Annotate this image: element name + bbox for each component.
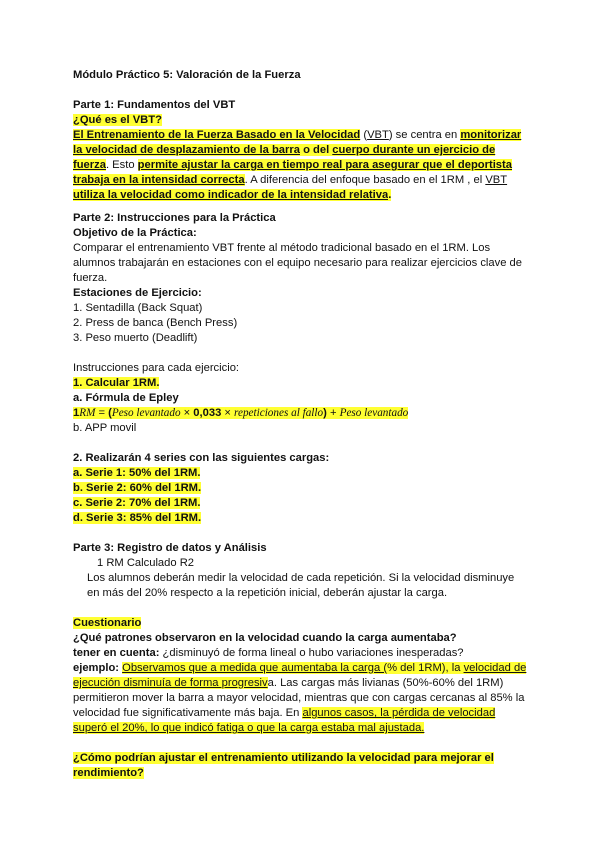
series-line	[73, 496, 528, 511]
monitor-phrase: monitorizar la velocidad de desplazamiento de la	[73, 129, 522, 156]
step1-heading: 1. Calcular 1RM.	[73, 377, 160, 389]
example-highlight: , la	[445, 662, 464, 674]
barra-word: barra	[271, 144, 300, 156]
example-highlight: algunos casos, la pérdida de velocidad superó el 20%, lo que indicó fatiga o que la carga estaba mal ajustada.	[73, 707, 496, 734]
formula-reps: repeticiones al fallo	[234, 407, 324, 419]
example-label: ejemplo:	[73, 662, 120, 674]
quiz-question-2: ¿Cómo podrían ajustar el entrenamiento utilizando la velocidad para mejorar el rendimiento?	[73, 752, 494, 779]
formula-times: ×	[180, 407, 194, 419]
objective-label: Objetivo de la Práctica:	[73, 227, 197, 239]
quiz-question-1: ¿Qué patrones observaron en la velocidad cuando la carga aumentaba?	[73, 632, 457, 644]
document-body	[73, 68, 528, 781]
cuerpo-word: cuerpo	[332, 144, 370, 156]
hint-line	[73, 646, 528, 661]
station-item: 2. Press de banca (Bench Press)	[73, 317, 238, 329]
exercise-phrase: durante un ejercicio de fuerza	[73, 144, 496, 171]
example-highlight: Observamos que a medida que aumentaba la carga (	[122, 662, 388, 674]
series-item: a. Serie 1: 50% del 1RM.	[73, 467, 201, 479]
formula-weight: Peso levantado	[111, 407, 181, 419]
series-line	[73, 481, 528, 496]
part3-heading: Parte 3: Registro de datos y Análisis	[73, 542, 267, 554]
stations-label: Estaciones de Ejercicio:	[73, 287, 202, 299]
formula-weight: Peso levantado	[339, 407, 409, 419]
text-run: ) se centra en	[388, 129, 461, 141]
text-run: o del	[299, 144, 333, 156]
series-line	[73, 511, 528, 526]
instructions-label: Instrucciones para cada ejercicio:	[73, 362, 240, 374]
quiz-heading-line	[73, 616, 528, 631]
text-run: .	[388, 189, 392, 201]
adjust-load-phrase: permite ajustar la carga en tiempo real para asegurar que el deportista trabaja en la intensidad correcta	[73, 159, 512, 186]
series-item: d. Serie 3: 85% del 1RM.	[73, 512, 202, 524]
quiz-question-2-line	[73, 751, 528, 781]
example-highlight: velocidad de ejecución disminuía de forma progresiv	[73, 662, 527, 689]
formula-label: a. Fórmula de Epley	[73, 392, 179, 404]
text-run: a. Las cargas más livianas (50%-60% del 1RM) permitieron mover la barra a mayor velocidad, mientras que con cargas cercanas al 85% la velocidad fue significativamente más baja. En	[73, 677, 525, 719]
text-run: (	[360, 129, 368, 141]
step2-heading: 2. Realizarán 4 series con las siguientes cargas:	[73, 452, 330, 464]
part2-heading: Parte 2: Instrucciones para la Práctica	[73, 212, 276, 224]
formula-plus: +	[326, 407, 340, 419]
part1-paragraph	[73, 128, 528, 203]
part1-question-line	[73, 113, 528, 128]
formula-lead: 1	[73, 407, 80, 419]
app-item: b. APP movil	[73, 422, 137, 434]
series-line	[73, 466, 528, 481]
calc-line: 1 RM Calculado R2	[97, 557, 195, 569]
intensity-phrase: utiliza la velocidad como indicador de la intensidad relativa	[73, 189, 389, 201]
station-item: 3. Peso muerto (Deadlift)	[73, 332, 198, 344]
hint-text: ¿disminuyó de forma lineal o hubo variaciones inesperadas?	[159, 647, 464, 659]
hint-label: tener en cuenta:	[73, 647, 160, 659]
vbt-acronym: VBT	[367, 129, 389, 141]
part3-text: Los alumnos deberán medir la velocidad de cada repetición. Si la velocidad disminuye en más del 20% respecto a la repetición inicial, deberán ajustar la carga.	[87, 572, 515, 599]
step1-line	[73, 376, 528, 391]
formula-paren: )	[323, 407, 327, 419]
epley-formula	[73, 406, 528, 421]
formula-equals: =	[95, 407, 109, 419]
objective-text: Comparar el entrenamiento VBT frente al método tradicional basado en el 1RM. Los alumnos trabajarán en estaciones con el equipo necesario para realizar ejercicios clave de fuerza.	[73, 242, 523, 284]
part1-heading: Parte 1: Fundamentos del VBT	[73, 99, 236, 111]
part1-question: ¿Qué es el VBT?	[73, 114, 162, 126]
station-item: 1. Sentadilla (Back Squat)	[73, 302, 203, 314]
example-paragraph	[73, 661, 528, 736]
series-item: c. Serie 2: 70% del 1RM.	[73, 497, 201, 509]
vbt-acronym: VBT	[485, 174, 508, 186]
vbt-definition-term: El Entrenamiento de la Fuerza Basado en la Velocidad	[73, 129, 361, 141]
formula-paren: (	[108, 407, 112, 419]
formula-rm: RM	[79, 407, 96, 419]
document-title: Módulo Práctico 5: Valoración de la Fuerza	[73, 69, 301, 81]
formula-coefficient: 0,033	[193, 407, 222, 419]
formula-times: ×	[221, 407, 235, 419]
text-run: . A diferencia del enfoque basado en el 1RM , el	[244, 174, 486, 186]
quiz-heading: Cuestionario	[73, 617, 142, 629]
text-run: . Esto	[105, 159, 138, 171]
series-item: b. Serie 2: 60% del 1RM.	[73, 482, 202, 494]
example-highlight: % del 1RM)	[387, 662, 446, 674]
